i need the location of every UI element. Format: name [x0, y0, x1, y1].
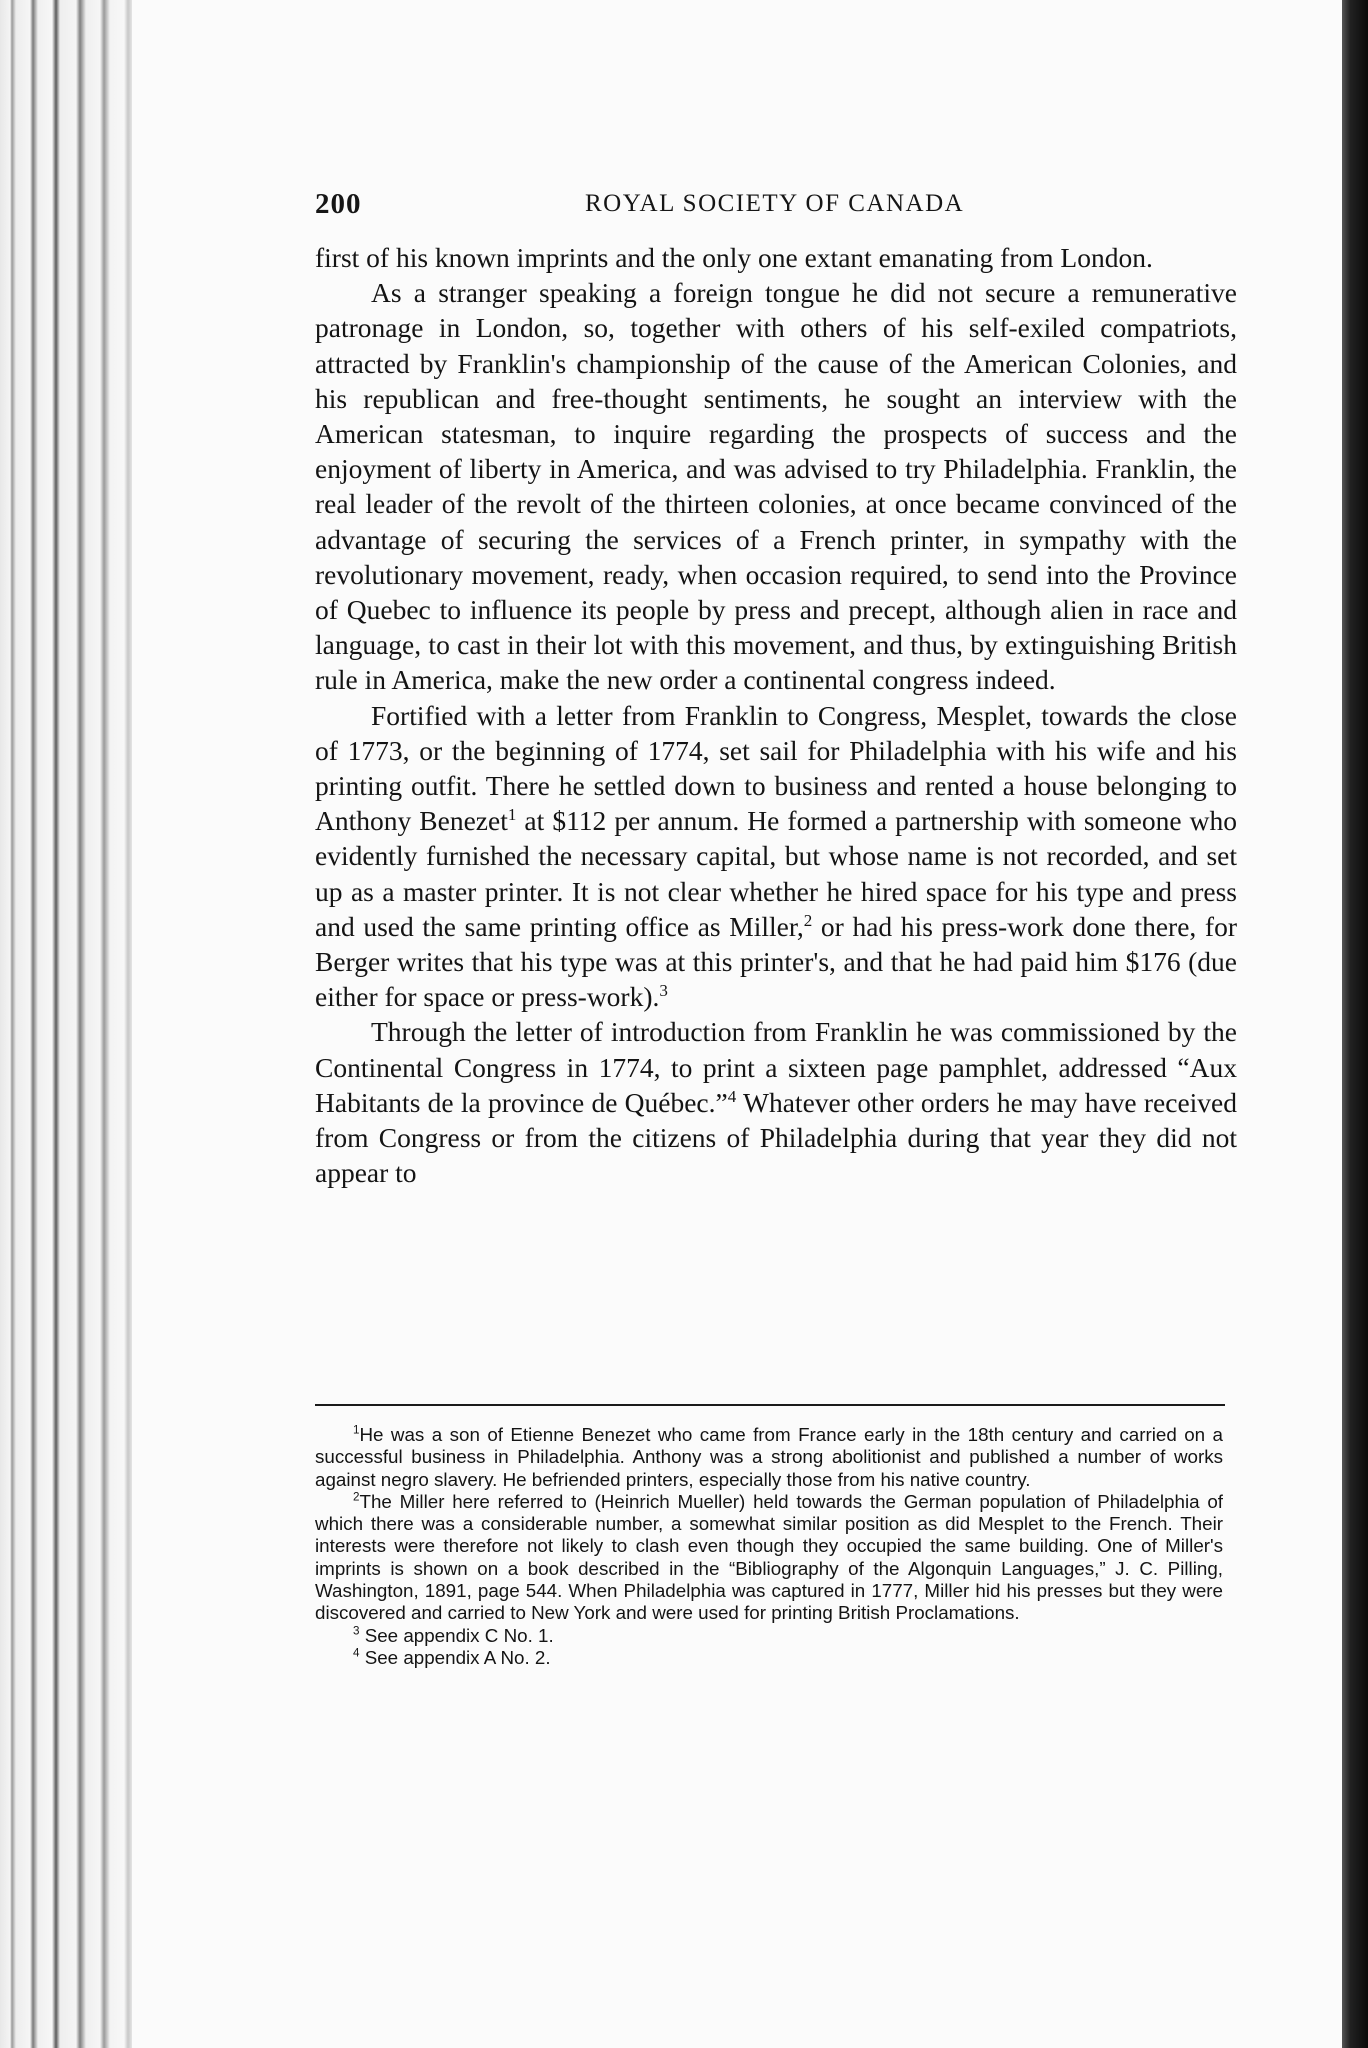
page-gutter-shadow: [1342, 0, 1368, 2048]
paragraph-text: or had his press-work done there, for Berger writes that his type was at this printer's, and that he had paid him $176 (due either for space or press-work).: [315, 910, 1237, 1013]
book-page-edges: [0, 0, 135, 2048]
footnote-reference: 1: [507, 805, 517, 825]
footnote-mark: 4: [353, 1646, 360, 1660]
footnote-divider: [315, 1404, 1225, 1406]
page-number: 200: [315, 188, 362, 220]
footnote-reference: 4: [727, 1086, 737, 1106]
paragraph-text: Fortified with a letter from Franklin to Congress, Mesplet, towards the close of 1773, or the beginning of 1774, set sail for Philadelphia with his wife and his printing outfit. There he settled down to business and rented a house belonging to Anthony Benezet: [315, 699, 1237, 837]
paragraph-stranger: As a stranger speaking a foreign tongue he did not secure a remunerative patronage in London, so, together with others of his self-exiled compatriots, attracted by Franklin's championship of the cause of the American Colonies, and his republican and free-thought sentiments, he sought an interview with the American statesman, to inquire regarding the prospects of success and the enjoyment of liberty in America, and was advised to try Philadelphia. Franklin, the real leader of the revolt of the thirteen colonies, at once became convinced of the advantage of securing the services of a French printer, in sympathy with the revolutionary movement, ready, when occasion required, to send into the Province of Quebec to influence its people by press and precept, although alien in race and language, to cast in their lot with this movement, and thus, by extinguishing British rule in America, make the new order a continental congress indeed.: [315, 277, 1237, 696]
footnote-reference: 3: [659, 981, 668, 1001]
footnote-1: [315, 1424, 1223, 1491]
footnote-4: [315, 1647, 1223, 1669]
paragraph-text: at $112 per annum. He formed a partnership with someone who evidently furnished the necessary capital, but whose name is not recorded, and set up as a master printer. It is not clear whether he hired space for his type and press and used the same printing office as Miller,: [315, 805, 1237, 942]
footnotes: [315, 1424, 1223, 1669]
footnote-text: See appendix C No. 1.: [364, 1624, 554, 1646]
footnote-text: The Miller here referred to (Heinrich Mueller) held towards the German population of Philadelphia of which there was a considerable number, a somewhat similar position as did Mesplet to the French. Their interests were therefore not likely to clash even though they occupied the same building. One of Miller's imprints is shown on a book described in the “Bibliography of the Algonquin Languages,” J. C. Pilling, Washington, 1891, page 544. When Philadelphia was captured in 1777, Miller hid his presses but they were discovered and carried to New York and were used for printing British Proclamations.: [315, 1490, 1223, 1624]
footnote-mark: 2: [353, 1490, 360, 1504]
running-title: ROYAL SOCIETY OF CANADA: [585, 190, 965, 217]
body-text: [315, 240, 1237, 1190]
footnote-mark: 1: [353, 1423, 360, 1437]
footnote-mark: 3: [353, 1624, 360, 1638]
paragraph-continued: first of his known imprints and the only one extant emanating from London.: [315, 242, 1153, 273]
footnote-text: See appendix A No. 2.: [364, 1646, 551, 1668]
paragraph-fortified: [315, 698, 1237, 1015]
footnote-2: [315, 1491, 1223, 1625]
footnote-reference: 2: [803, 910, 813, 930]
paragraph-text: Whatever other orders he may have received from Congress or from the citizens of Philadelphia during that year they did not appear to: [315, 1086, 1238, 1189]
paragraph-through: [315, 1014, 1237, 1190]
footnote-3: [315, 1625, 1223, 1647]
paragraph-text: Through the letter of introduction from Franklin he was commissioned by the Continental Congress in 1774, to print a sixteen page pamphlet, addressed “Aux Habitants de la province de Québec.”: [315, 1016, 1237, 1118]
footnote-text: He was a son of Etienne Benezet who came from France early in the 18th century and carried on a successful business in Philadelphia. Anthony was a strong abolitionist and published a number of works against negro slavery. He befriended printers, especially those from his native country.: [315, 1424, 1223, 1490]
running-header: [315, 188, 1225, 228]
